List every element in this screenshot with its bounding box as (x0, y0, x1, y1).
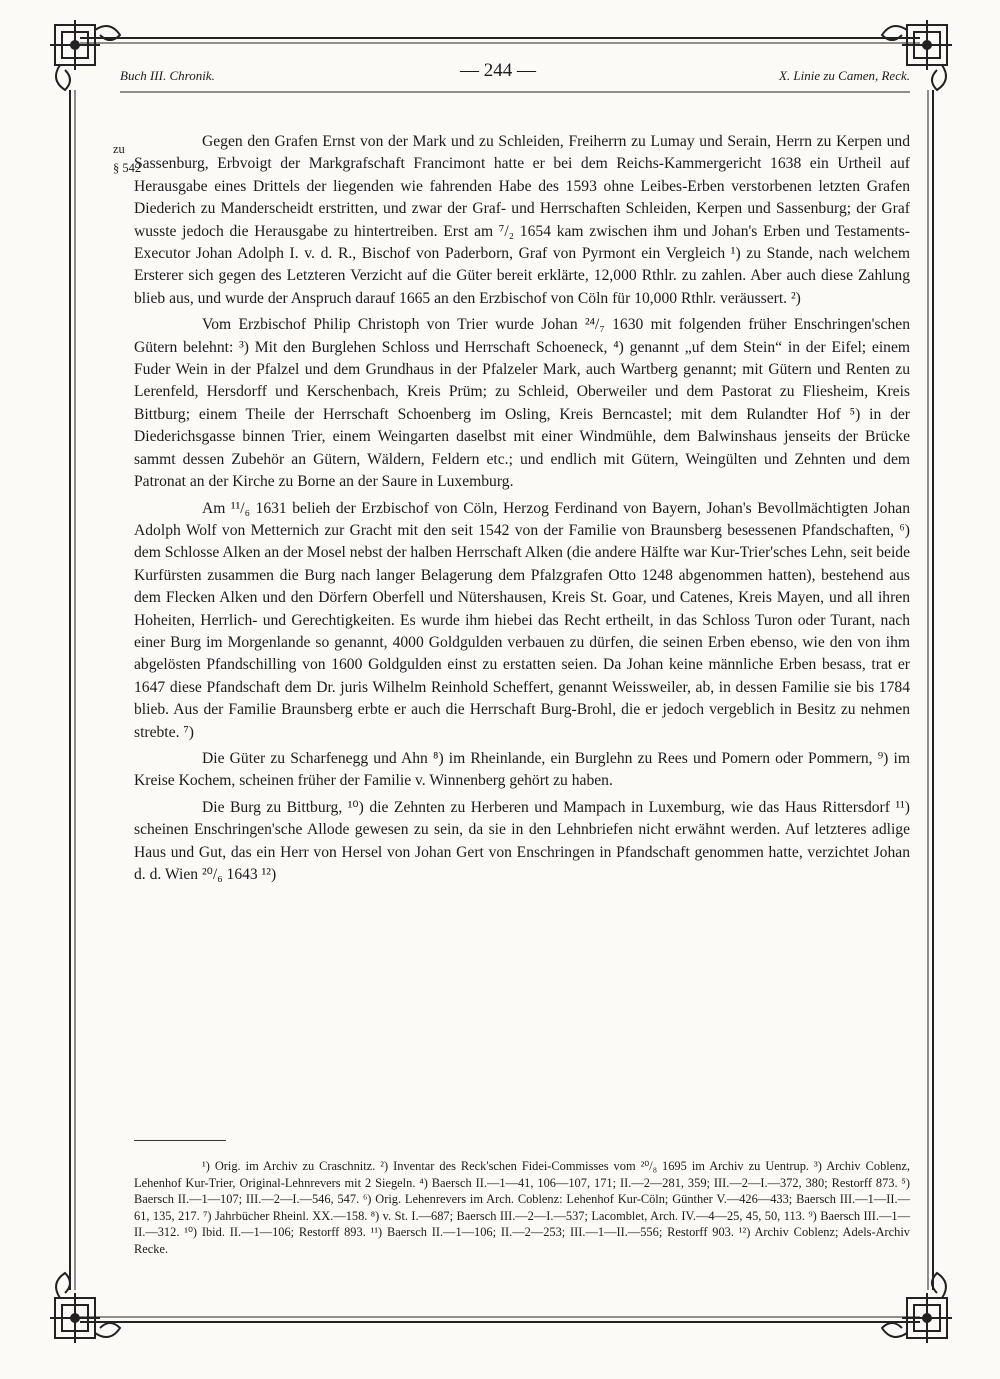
corner-ornament-bl (50, 1273, 120, 1343)
page-number: — 244 — (460, 60, 536, 81)
header-book-title: Buch III. Chronik. (120, 68, 215, 83)
paragraph: Am ¹¹/₆ 1631 belieh der Erzbischof von Cöln, Herzog Ferdinand von Bayern, Johan's Bevollmächtigten Johan Adolph Wolf von Metternich zur Gracht mit den seit 1542 von der Familie von Braunsberg besessenen Pfandschaften, ⁶) dem Schlosse Alken an der Mosel nebst der halben Herrschaft Alken (die andere Hälfte war Kur-Trier'sches Lehn, seit beide Kurfürsten zusammen die Burg nach langer Belagerung dem Pfalzgrafen Otto 1248 abgenommen hatten), bestehend aus dem Flecken Alken und den Dörfern Oberfell und Nütershausen, Kreis St. Goar, und Catenes, Kreis Mayen, und all ihren Hoheiten, Herrlich- und Gerechtigkeiten. Es wurde ihm hiebei das Recht ertheilt, in das Schloss Turon oder Turant, nach einer Burg im Morgenlande so genannt, 4000 Goldgulden verbauen zu dürfen, die seinen Erben ebenso, wie den von ihm abgelösten Pfandschilling von 1600 Goldgulden einst zu erstatten seien. Da Johan keine männliche Erben besass, trat er 1647 diese Pfandschaft dem Dr. juris Wilhelm Reinhold Scheffert, genannt Weissweiler, ab, in dessen Familie sie bis 1784 blieb. Aus der Familie Braunsberg erbte er auch die Herrschaft Burg-Brohl, die er jedoch vergeblich in Besitz zu nehmen strebte. ⁷) (134, 499, 910, 741)
paragraph: Die Güter zu Scharfenegg und Ahn ⁸) im Rheinlande, ein Burglehn zu Rees und Pomern oder Pommern, ⁹) im Kreise Kochem, scheinen früher der Familie v. Winnenberg gehört zu haben. (134, 749, 910, 790)
running-header (120, 60, 910, 88)
footnotes: ¹) Orig. im Archiv zu Craschnitz. ²) Inventar des Reck'schen Fidei-Commisses vom ²⁰/₈ 1695 im Archiv zu Uentrup. ³) Archiv Coblenz, Lehenhof Kur-Trier, Original-Lehnrevers mit 2 Siegeln. ⁴) Baersch II.—1—41, 106—107, 171; II.—2—281, 359; III.—2—I.—372, 380; Restorff 873. ⁵) Baersch II.—1—107; III.—2—I.—546, 547. ⁶) Orig. Lehenrevers im Arch. Coblenz: Lehenhof Kur-Cöln; Günther V.—426—433; Baersch III.—1—II.—61, 135, 217. ⁷) Jahrbücher Rheinl. XX.—158. ⁸) v. St. I.—687; Baersch III.—2—I.—537; Lacomblet, Arch. IV.—4—25, 45, 50, 113. ⁹) Baersch III.—1—II.—312. ¹⁰) Ibid. II.—1—106; Restorff 893. ¹¹) Baersch II.—1—106; II.—2—253; III.—1—II.—556; Restorff 903. ¹²) Archiv Coblenz; Adels-Archiv Recke. (134, 1159, 910, 1256)
main-text (134, 131, 910, 890)
margin-note-line2: § 542 (113, 161, 142, 175)
header-section-title: X. Linie zu Camen, Reck. (778, 68, 910, 83)
paragraph: Vom Erzbischof Philip Christoph von Trier wurde Johan ²⁴/₇ 1630 mit folgenden früher Enschringen'schen Gütern belehnt: ³) Mit den Burglehen Schloss und Herrschaft Schoeneck, ⁴) genannt „uf dem Stein“ in der Eifel; einem Fuder Wein in der Pfalzel und dem Grundhaus in der Pfalzeler Mark, auch Wartberg genannt; mit Gütern und Renten zu Lerenfeld, Hersdorff und Kerschenbach, Kreis Prüm; zu Schleid, Oberweiler und dem Pastorat zu Fliesheim, Kreis Bittburg; einem Theile der Herrschaft Schoenberg im Osling, Kreis Berncastel; mit dem Rulandter Hof ⁵) in der Diederichsgasse binnen Trier, einem Weingarten daselbst mit einer Windmühle, dem Balwinshaus jenseits der Brücke sammt dessen Zubehör an Gütern, Wäldern, Feldern etc.; und endlich mit Gütern, Weingülten und Zehnten und dem Patronat an der Kirche zu Borne an der Saure in Luxemburg. (134, 316, 910, 491)
paragraph: Gegen den Grafen Ernst von der Mark und zu Schleiden, Freiherrn zu Lumay und Serain, Herrn zu Kerpen und Sassenburg, Erbvoigt der Markgrafschaft Francimont hatte er bei dem Reichs-Kammergericht 1638 ein Urtheil auf Herausgabe eines Drittels der liegenden wie fahrenden Habe des 1593 ohne Leibes-Erben verstorbenen letzten Grafen Diederich zu Manderscheidt erstritten, und zwar der Graf- und Herrschaften Schleiden, Kerpen und Sassenburg; der Graf wusste jedoch die Herausgabe zu hintertreiben. Erst am ⁷/₂ 1654 kam zwischen ihm und Johan's Erben und Testaments-Executor Johan Adolph I. v. d. R., Bischof von Paderborn, Graf von Pyrmont ein Vergleich ¹) zu Stande, nach welchem Ersterer sich gegen des Letzteren Verzicht auf die Güter bereit erklärte, 12,000 Rthlr. zu zahlen. Aber auch diese Zahlung blieb aus, und wurde der Anspruch darauf 1665 an den Erzbischof von Cöln für 10,000 Rthlr. veräussert. ²) (134, 133, 910, 307)
margin-note-line1: zu (113, 142, 125, 156)
footnote-divider (134, 1140, 226, 1141)
paragraph: Die Burg zu Bittburg, ¹⁰) die Zehnten zu Herberen und Mampach in Luxemburg, wie das Haus Rittersdorf ¹¹) scheinen Enschringen'sche Allode gewesen zu sein, da sie in den Lehnbriefen nicht erwähnt werden. Auf letzteres adlige Haus und Gut, das ein Herr von Hersel von Johan Gert von Enschringen in Pfandschaft genommen hatte, verzichtet Johan d. d. Wien ²⁰/₆ 1643 ¹²) (134, 798, 910, 883)
corner-ornament-br (882, 1273, 952, 1343)
corner-ornament-tl (50, 20, 120, 90)
